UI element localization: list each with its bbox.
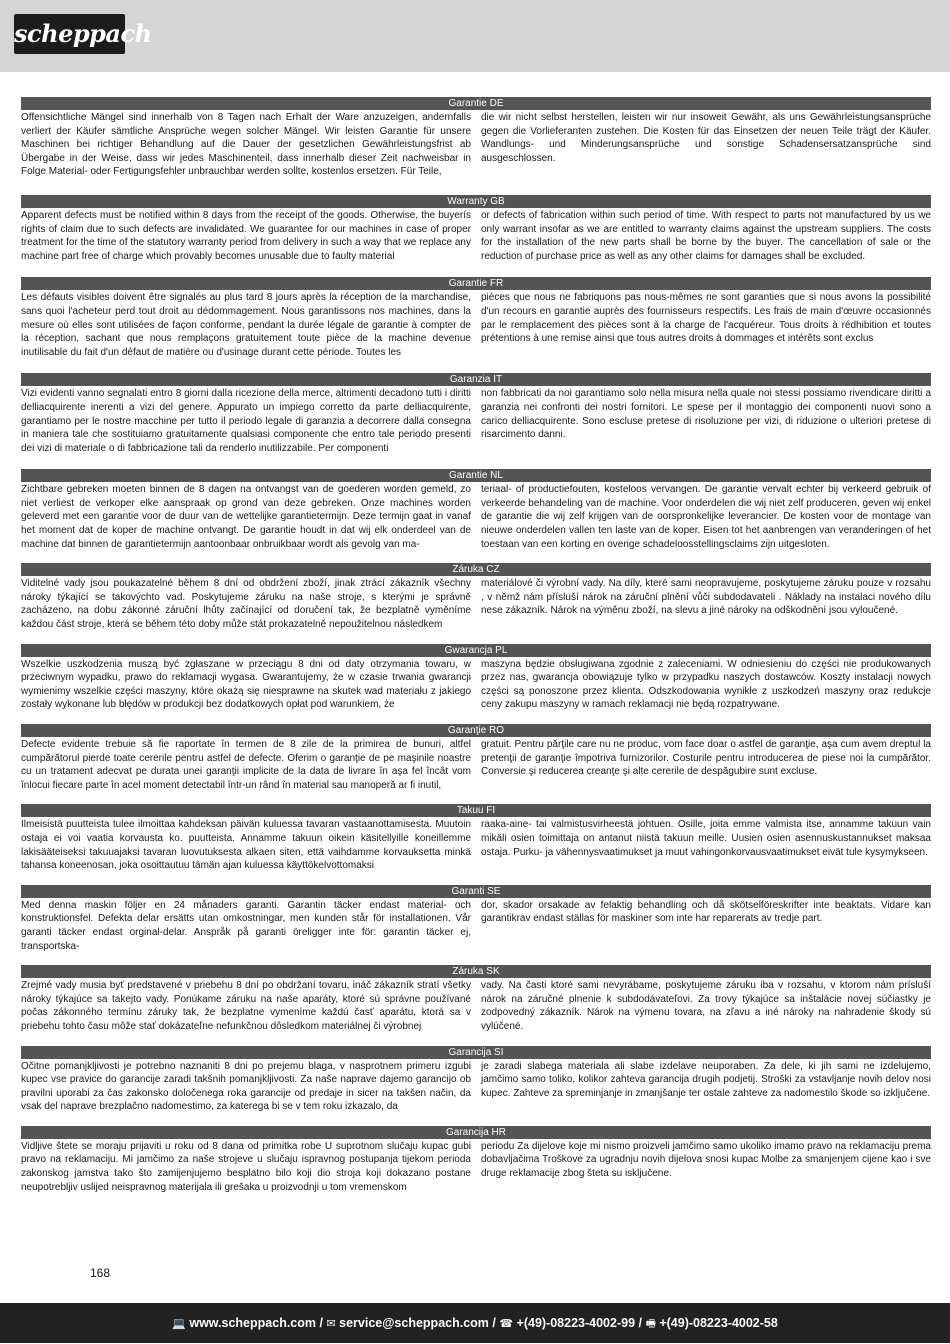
phone-icon: ☎ bbox=[499, 1318, 514, 1330]
section-header: Garantie FR bbox=[21, 277, 931, 290]
section-text-right: periodu Za dijelove koje mi nismo proizveli jamčimo samo ukoliko imamo pravo na reklamaciju prema dobavljačima Troškove za ugradnju novih dijelova snosi kupac Molbe za smanjenjem cijene kao i sve druge reklamacije zbog šteta su isključene. bbox=[481, 1140, 931, 1180]
section-text-left: Defecte evidente trebuie să fie raportate în termen de 8 zile de la primirea de bunuri, altfel cumpărătorul pierde toate cererile pentru astfel de defecte. Oferim o garanţie de pe maşinile noastre cu un tratament adecvat pe durata unei garanţii implicite de la data de livrare în aşa fel încât vom înlocui fiecare parte în acel moment detectabil într-un rând în material sau manoperă ar fi inutil, bbox=[21, 739, 471, 791]
section-header: Garanzia IT bbox=[21, 373, 931, 386]
section-text-right: vady. Na časti ktoré sami nevyrábame, poskytujeme záruku iba v rozsahu, v ktorom nám prísluší nárok na záručné plnenie k subdodávateľovi. Za trovy týkajúce sa inštalácie novej súčiastky je zodpovedný zákazník. Nárok na výmenu tovara, na zľavu a iné nároky na nahradenie škody sú vylúčené. bbox=[481, 980, 931, 1032]
section-text-right: non fabbricati da noi garantiamo solo nella misura nella quale noi stessi possiamo rivendicare diritti a garanzia nei confronti dei nostri fornitori. Le spese per il montaggio dei componenti nuovi sono a carico delliacquirente. Sono escluse pretese di risoluzione per vizi, di riduzione o ulteriori pretese di risarcimento danni. bbox=[481, 388, 931, 441]
warranty-section-si bbox=[21, 1046, 931, 1114]
section-text-right: gratuit. Pentru părţile care nu ne produc, vom face doar o astfel de garanţie, aşa cum avem dreptul la pretenţii de garanţie împotriva furnizorilor. Costurile pentru introducerea de piese noi la cumpărător. Conversie şi reducerea creanţe şi alte cererile de despăgubire sunt excluse. bbox=[481, 739, 931, 778]
section-text-left: Ilmeisistä puutteista tulee ilmoittaa kahdeksan päivän kuluessa tavaran vastaanottamisesta. Muutoin ostaja ei voi vaatia korvausta ko. puutteista. Annamme takuun oikein käsitellyille koneillemme lakisääteiseksi takuuajaksi tavaran luovutuksesta alkaen siten, että vaihdamme korvauksetta minkä tahansa koneenosan, joka osoittautuu tämän ajan kuluessa käyttökelvottomaksi bbox=[21, 819, 471, 872]
scheppach-logo: scheppach bbox=[14, 14, 125, 54]
section-header: Garantie DE bbox=[21, 97, 931, 110]
warranty-section-fr bbox=[21, 277, 931, 359]
warranty-section-nl bbox=[21, 469, 931, 551]
contact-footer bbox=[0, 1303, 950, 1343]
warranty-section-hr bbox=[21, 1126, 931, 1194]
mail-icon: ✉ bbox=[326, 1318, 336, 1330]
section-text-left: Med denna maskin följer en 24 månaders garanti. Garantin täcker endast material- och konstruktionsfel. Defekta delar ersätts utan omkostningar, men kunden står för installationen. Vår garanti täcker endast orginal-delar. Anspråk på garanti öreligger inte för: garantin täcker ej, transportska- bbox=[21, 899, 471, 952]
computer-icon: 💻 bbox=[172, 1318, 186, 1330]
section-header: Gwarancja PL bbox=[21, 644, 931, 657]
warranty-section-sk bbox=[21, 965, 931, 1033]
section-text-right: or defects of fabrication within such period of time. With respect to parts not manufactured by us we only warrant insofar as we are entitled to warranty claims against the upstream suppliers. The costs for the installation of the new parts shall be borne by the buyer. The cancellation of sale or the reduction of purchase price as well as any other claims for damages shall be excluded. bbox=[481, 209, 931, 262]
phone-number: +(49)-08223-4002-99 / bbox=[516, 1316, 642, 1330]
section-text-left: Offensichtliche Mängel sind innerhalb von 8 Tagen nach Erhalt der Ware anzuzeigen, andernfalls verliert der Käufer sämtliche Ansprüche wegen solcher Mängel. Wir leisten Garantie für unsere Maschinen bei richtiger Behandlung auf die Dauer der gesetzlichen Gewährleistungsfrist ab Übergabe in der Weise, dass wir jedes Maschinenteil, dass innerhalb dieser Zeit nachweisbar in Folge Material- oder Fertigungsfehler unbrauchbar werden sollte, kostenlos ersetzen. Für Teile, bbox=[21, 112, 471, 178]
section-header: Záruka CZ bbox=[21, 563, 931, 576]
section-header: Warranty GB bbox=[21, 195, 931, 208]
top-banner bbox=[0, 0, 950, 72]
website-link[interactable]: www.scheppach.com / bbox=[189, 1316, 323, 1330]
section-text-left: Vidljive štete se moraju prijaviti u roku od 8 dana od primitka robe U suprotnom slučaju kupac gubi pravo na reklamaciju. Mi jamčimo za naše strojeve u slučaju ispravnog postupanja tijekom perioda zakonskog jamstva tako što zamijenjujemo besplatno bilo koji dio stroja koji dokazano postane neupotrebljiv uslijed neispravnog materijala ili grešaka u proizvodnji u tom vremenskom bbox=[21, 1140, 471, 1193]
section-text-left: Zrejmé vady musia byť predstavené v priebehu 8 dní po obdržaní tovaru, ináč zákazník stratí všetky nároky týkajúce sa takejto vady. Ponúkame záruku na naše aparáty, ktoré sú správne používané počas zákonného termínu záruky tak, že bezplatne vymeníme každú časť aparátu, ktorá sa v priebehu tohto času môže stať dokázateľne nefunkčnou dôsledkom materiálnej či výrobnej bbox=[21, 980, 471, 1032]
section-header: Garantie NL bbox=[21, 469, 931, 482]
page-number: 168 bbox=[90, 1266, 111, 1280]
section-text-left: Očitne pomanjkljivosti je potrebno naznaniti 8 dni po prejemu blaga, v nasprotnem primeru izgubi kupec vse pravice do garancije zaradi takšnih pomanjkljivosti. Za naše naprave dajemo garancijo ob pravilni uporabi za čas zakonsko določenega roka garancije od predaje in sicer na takšen način, da vsak del naprave brezplačno nadomestimo, za katerega bi se v tem roku izkazalo, da bbox=[21, 1060, 471, 1113]
section-text-left: Apparent defects must be notified within 8 days from the receipt of the goods. Otherwise, the buyerís rights of claim due to such defects are invalidated. We guarantee for our machines in case of proper treatment for the time of the statutory warranty period from delivery in such a way that we replace any machine part free of charge which provably becomes unusable due to faulty material bbox=[21, 209, 471, 262]
warranty-section-it bbox=[21, 373, 931, 455]
section-header: Záruka SK bbox=[21, 965, 931, 978]
section-text-right: maszyna będzie obsługiwana zgodnie z zaleceniami. W odniesieniu do części nie produkowanych przez nas, gwarancja obowiązuje tylko w przypadku naszych dostawców. Koszty instalacji nowych części są ponoszone przez klienta. Odszkodowania wynikłe z uszkodzeń maszyny oraz redukcje ceny zakupu maszyny w ramach reklamacji nie będą rozpatrywane. bbox=[481, 658, 931, 711]
warranty-section-ro bbox=[21, 724, 931, 792]
email-link[interactable]: service@scheppach.com / bbox=[339, 1316, 496, 1330]
fax-number: +(49)-08223-4002-58 bbox=[659, 1316, 778, 1330]
section-text-right: teriaal- of productiefouten, kosteloos vervangen. De garantie vervalt echter bij verkeerd gebruik of verkeerde behandeling van de machine. Voor onderdelen die wij niet zelf produceren, geven wij enkel de garantie die wij zelf krijgen van de oorspronkelijke leverancier. De kosten voor de montage van nieuwe onderdelen vallen ten laste van de koper. Eisen tot het aanbrengen van veranderingen of het toestaan van een korting en overige schadeloosstellingsclaims zijn uitgesloten. bbox=[481, 484, 931, 550]
section-text-right: je zaradi slabega materiala ali slabe izdelave neuporaben. Za dele, ki jih sami ne izdelujemo, jamčimo samo toliko, kolikor zahteva garancija drugih podjetij. Stroški za vstavljanje novih delov nosi kupec. Zahteve za spreminjanje in zmanjšanje ter ostale zahteve za nadomestilo škode so izključene. bbox=[481, 1060, 931, 1099]
section-header: Garancija HR bbox=[21, 1126, 931, 1139]
section-text-left: Vizi evidenti vanno segnalati entro 8 giorni dalla ricezione della merce, altrimenti decadono tutti i diritti delliacquirente inerenti a vizi del genere. Appurato un impiego corretto da parte delliacquirente, garantiamo per le nostre macchine per tutto il periodo legale di garanzia a decorrere dalla consegna in maniera tale che sostituiamo gratuitamente qualsiasi componente che entro tale periodo presenti dei vizi di materiale o di fabbricazione tali da renderlo inutilizzabile. Per componenti bbox=[21, 388, 471, 454]
section-text-left: Viditelné vady jsou poukazatelné během 8 dní od obdržení zboží, jinak ztrácí zákazník všechny nároky týkající se takovýchto vad. Poskytujeme záruku na naše stroje, s kterými je správně zacházeno, na dobu zákonné záruční lhůty začínající od doručení tak, že bezplatně vyměníme každou část stroje, která se během této doby může stát prokazatelně nepoužitelnou následkem bbox=[21, 578, 471, 631]
warranty-section-se bbox=[21, 885, 931, 953]
warranty-content bbox=[21, 97, 931, 1194]
section-text-right: raaka-aine- tai valmistusvirheestä johtuen. Osille, joita emme valmista itse, annamme takuun vain mikäli osien toimittaja on antanut niistä takuun meille. Uusien osien asennuskustannukset maksaa ostaja. Purku- ja vähennysvaatimukset ja muut vahingonkorvausvaatimukset eivät tule kysymykseen. bbox=[481, 819, 931, 858]
warranty-section-de bbox=[21, 97, 931, 179]
warranty-section-cz bbox=[21, 563, 931, 631]
section-text-right: die wir nicht selbst herstellen, leisten wir nur insoweit Gewähr, als uns Gewährleistungsansprüche gegen die Vorlieferanten zustehen. Die Kosten für das Einsetzen der neuen Teile trägt der Käufer. Wandlungs- und Minderungsansprüche und sonstige Schadensersatzansprüche sind ausgeschlossen. bbox=[481, 112, 931, 164]
fax-icon: 🖷 bbox=[645, 1318, 656, 1330]
warranty-section-fi bbox=[21, 804, 931, 872]
section-header: Garanti SE bbox=[21, 885, 931, 898]
section-text-left: Zichtbare gebreken moeten binnen de 8 dagen na ontvangst van de goederen worden gemeld, zo niet verliest de verkoper elke aanspraak op grond van deze gebreken. Onze machines worden geleverd met een garantie voor de duur van de wettelijke garantietermijn. Deze termijn gaat in vanaf het moment dat de koper de machine ontvangt. De garantie houdt in dat wij elk onderdeel van de machine dat binnen de garantietermijn aantoonbaar onbruikbaar wordt als gevolg van ma- bbox=[21, 484, 471, 550]
section-text-left: Les défauts visibles doivent être signalés au plus tard 8 jours après la réception de la marchandise, sans quoi l'acheteur perd tout droit au dédommagement. Nous garantissons nos machines, dans la mesure où elles sont utilisées de façon conforme, pendant la durée légale de garantie à compter de la réception, sachant que nous remplaçons gratuitement toute pièce de la machine devenue inutilisable du fait d'un défaut de matière ou d'usinage durant cette période. Toutes les bbox=[21, 292, 471, 358]
section-header: Garancija SI bbox=[21, 1046, 931, 1059]
warranty-section-gb bbox=[21, 195, 931, 263]
warranty-section-pl bbox=[21, 644, 931, 712]
section-text-left: Wszelkie uszkodzenia muszą być zgłaszane w przeciągu 8 dni od daty otrzymania towaru, w przeciwnym wypadku, prawo do reklamacji wygasa. Gwarantujemy, że w czasie trwania gwarancji wymienimy wszelkie części maszyny, które okażą się niesprawne na skutek wad materiału z jakiego zostały wykonane lub błędów w produkcji bez dodatkowych opłat pod warunkiem, że bbox=[21, 658, 471, 711]
section-header: Takuu FI bbox=[21, 804, 931, 817]
section-text-right: dor, skador orsakade av felaktig behandling och då skötselföreskrifter inte beaktats. Vidare kan garantikrav endast ställas för maskiner som inte har reparerats av tredje part. bbox=[481, 899, 931, 925]
section-header: Garanţie RO bbox=[21, 724, 931, 737]
section-text-right: pièces que nous ne fabriquons pas nous-mêmes ne sont garanties que si nous avons la possibilité d'un recours en garantie auprès des fournisseurs respectifs. Les frais de main d'œuvre occasionnés par le remplacement des pièces sont à la charge de l'acquéreur. Tous droits à rédhibition et toutes prétentions à une remise ainsi que tous autres droits à dommages et intérêts sont exclus bbox=[481, 292, 931, 345]
section-text-right: materiálové či výrobní vady. Na díly, které sami neopravujeme, poskytujeme záruku pouze v rozsahu , v němž nám přísluší nárok na záruční plnění vůči subdodavateli . Náklady na instalaci nového dílu nese zákazník. Nárok na výměnu zboží, na slevu a jiné nároky na odškodnění jsou vyloučené. bbox=[481, 578, 931, 617]
